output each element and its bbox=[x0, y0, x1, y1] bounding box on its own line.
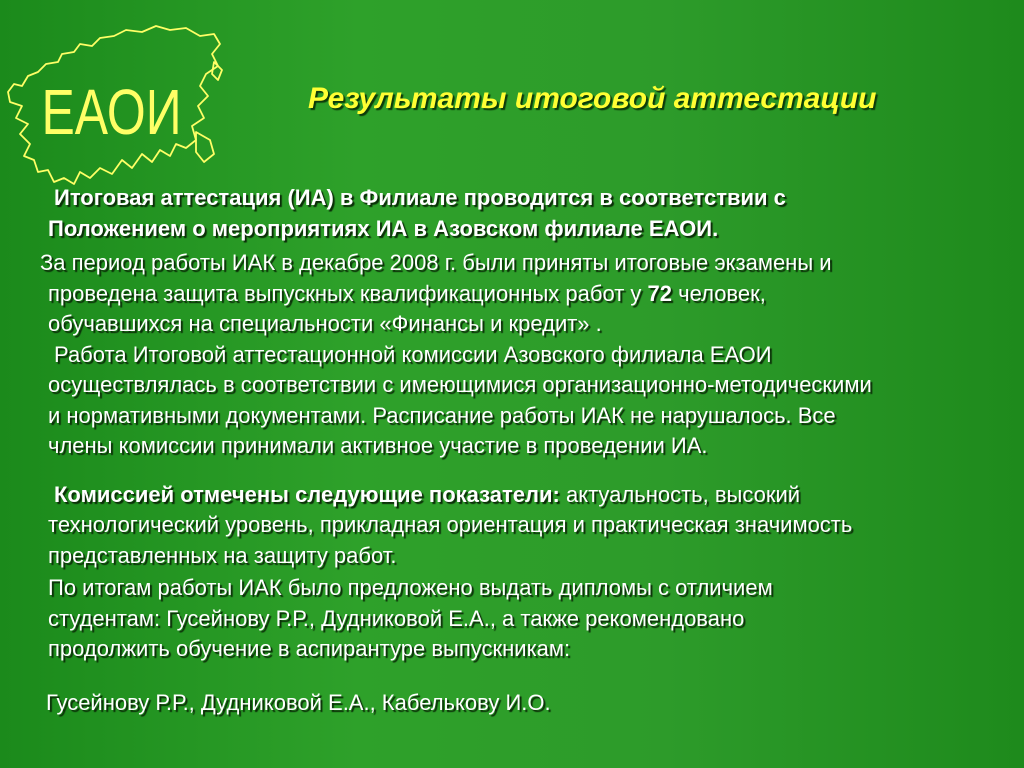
p3-line1: Работа Итоговой аттестационной комиссии Азовского филиала ЕАОИ bbox=[54, 341, 772, 367]
p1-line1: Итоговая аттестация (ИА) в Филиале проводится в соответствии с bbox=[54, 185, 786, 210]
logo-text: ЕАОИ bbox=[41, 77, 182, 149]
paragraph-1 bbox=[48, 183, 998, 244]
slide-body bbox=[40, 183, 998, 665]
eaoi-logo bbox=[0, 22, 225, 192]
p2-line2-a: проведена защита выпускных квалификационных работ у bbox=[48, 280, 648, 306]
p3-line2: осуществлялась в соответствии с имеющимися организационно-методическими bbox=[48, 372, 872, 397]
p4-line3: представленных на защиту работ. bbox=[48, 542, 397, 568]
p4-line1-bold: Комиссией отмечены следующие показатели: bbox=[54, 481, 560, 507]
p4-line1-rest: актуальность, высокий bbox=[559, 481, 801, 507]
p2-line2-b: человек, bbox=[672, 280, 766, 306]
p4-line2: технологический уровень, прикладная ориентация и практическая значимость bbox=[48, 512, 853, 537]
p5-line2: студентам: Гусейнову Р.Р., Дудниковой Е.А., а также рекомендовано bbox=[48, 605, 745, 631]
paragraph-4 bbox=[48, 480, 998, 572]
p2-line3: обучавшихся на специальности «Финансы и кредит» . bbox=[48, 311, 602, 336]
paragraph-3 bbox=[48, 340, 998, 462]
p4-line1 bbox=[48, 480, 998, 511]
p1-line2: Положением о мероприятиях ИА в Азовском филиале ЕАОИ. bbox=[48, 215, 719, 241]
page-title: Результаты итоговой аттестации bbox=[308, 82, 877, 115]
paragraph-5 bbox=[48, 573, 998, 665]
p3-line3: и нормативными документами. Расписание работы ИАК не нарушалось. Все bbox=[48, 402, 836, 428]
p2-line2 bbox=[48, 279, 998, 310]
p5-line1: По итогам работы ИАК было предложено выдать дипломы с отличием bbox=[48, 575, 773, 600]
p2-line1: За период работы ИАК в декабре 2008 г. были приняты итоговые экзамены и bbox=[40, 250, 832, 275]
paragraph-2 bbox=[40, 248, 998, 340]
p3-line4: члены комиссии принимали активное участие в проведении ИА. bbox=[48, 433, 708, 458]
paragraph-6: Гусейнову Р.Р., Дудниковой Е.А., Кабелькову И.О. bbox=[46, 690, 551, 715]
p5-line3: продолжить обучение в аспирантуре выпускникам: bbox=[48, 636, 571, 661]
graduates-count: 72 bbox=[647, 280, 673, 306]
